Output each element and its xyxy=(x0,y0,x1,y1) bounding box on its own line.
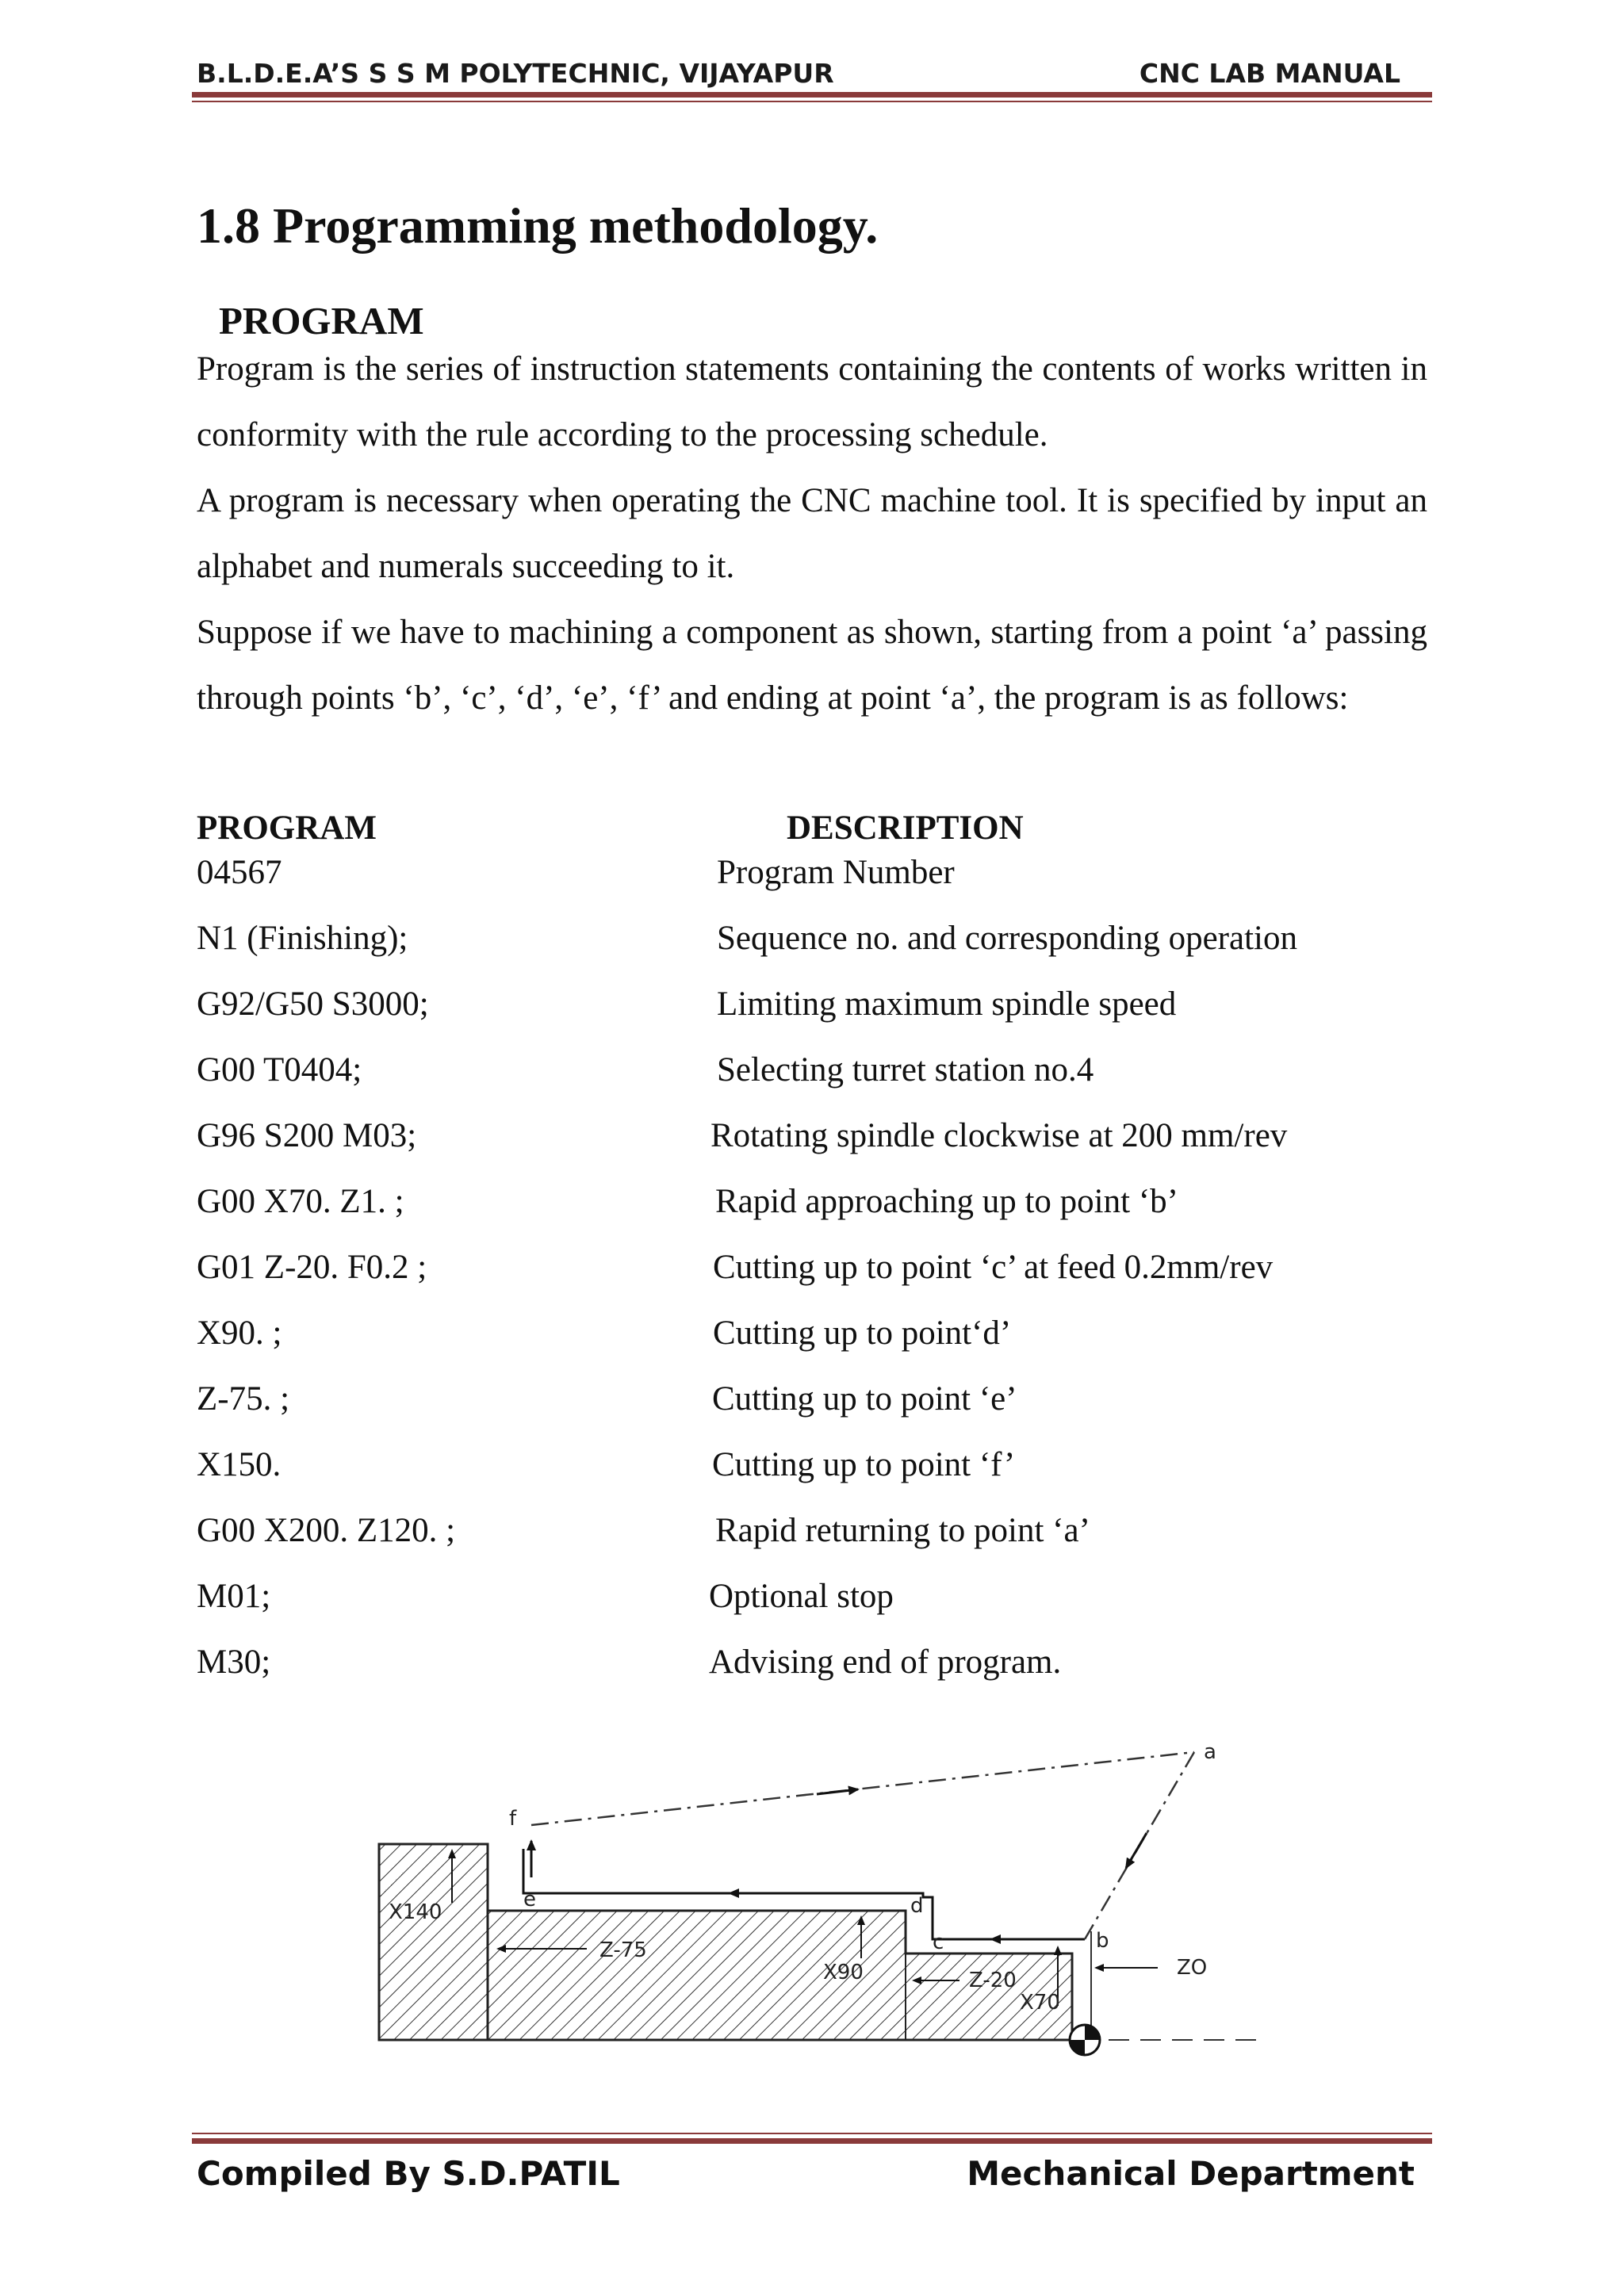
point-label-e: e xyxy=(523,1888,536,1911)
program-description: Rotating spindle clockwise at 200 mm/rev xyxy=(710,1117,1288,1154)
program-description: Program Number xyxy=(717,854,955,891)
footer-author: Compiled By S.D.PATIL xyxy=(197,2153,620,2193)
page-footer xyxy=(197,2152,1415,2195)
program-description: Cutting up to point ‘f’ xyxy=(712,1446,1016,1483)
point-label-d: d xyxy=(910,1894,924,1918)
program-code: G92/G50 S3000; xyxy=(197,985,429,1023)
program-code: M01; xyxy=(197,1578,271,1615)
point-label-f: f xyxy=(509,1807,517,1831)
section-title: 1.8 Programming methodology. xyxy=(197,197,879,254)
program-description: Cutting up to point ‘c’ at feed 0.2mm/rev xyxy=(713,1249,1274,1286)
point-label-b: b xyxy=(1096,1929,1109,1953)
header-manual-title: CNC LAB MANUAL xyxy=(1139,58,1400,89)
paragraph: A program is necessary when operating the CNC machine tool. It is specified by input an alphabet and numerals succeeding to it. xyxy=(197,482,1427,585)
program-description: Rapid approaching up to point ‘b’ xyxy=(715,1183,1178,1220)
rapid-path-fa xyxy=(531,1752,1194,1825)
program-code: X150. xyxy=(197,1446,282,1483)
path-arrow-ab xyxy=(1126,1833,1147,1868)
header-institution: B.L.D.E.A’S S S M POLYTECHNIC, VIJAYAPUR xyxy=(197,58,834,89)
program-code: Z-75. ; xyxy=(197,1380,290,1418)
dim-label-x90: X90 xyxy=(823,1961,864,1984)
dim-label-x140: X140 xyxy=(389,1900,442,1924)
program-code: G01 Z-20. F0.2 ; xyxy=(197,1249,427,1286)
program-description: Rapid returning to point ‘a’ xyxy=(715,1512,1090,1549)
program-code: X90. ; xyxy=(197,1314,282,1352)
program-description: Selecting turret station no.4 xyxy=(717,1051,1094,1089)
footer-rule xyxy=(192,2138,1432,2144)
work-origin-quadrant-1 xyxy=(1085,2025,1100,2040)
paragraph: Program is the series of instruction statements containing the contents of works written in conformity with the rule according to the processing schedule. xyxy=(197,350,1427,453)
column-heading-description: DESCRIPTION xyxy=(787,809,1024,847)
program-description: Optional stop xyxy=(709,1578,894,1615)
sub-heading: PROGRAM xyxy=(219,299,424,342)
program-code: 04567 xyxy=(197,854,282,891)
program-code: G96 S200 M03; xyxy=(197,1117,417,1154)
point-label-a: a xyxy=(1204,1740,1216,1764)
program-code: M30; xyxy=(197,1644,271,1681)
path-arrow-fa xyxy=(817,1789,858,1794)
column-heading-program: PROGRAM xyxy=(197,809,377,847)
program-code: G00 X200. Z120. ; xyxy=(197,1512,456,1549)
dim-label-z20: Z-20 xyxy=(969,1969,1017,1992)
footer-rule-thin xyxy=(192,2133,1432,2134)
workpiece-hatch xyxy=(379,1844,1072,2040)
program-description: Sequence no. and corresponding operation xyxy=(717,920,1297,957)
dim-label-z75: Z-75 xyxy=(599,1938,647,1962)
work-origin-quadrant-3 xyxy=(1070,2040,1085,2055)
footer-department: Mechanical Department xyxy=(967,2153,1415,2193)
program-description: Limiting maximum spindle speed xyxy=(717,985,1177,1023)
program-description: Cutting up to point ‘e’ xyxy=(712,1380,1017,1418)
program-code: G00 T0404; xyxy=(197,1051,362,1089)
program-description: Advising end of program. xyxy=(709,1644,1062,1681)
point-label-c: c xyxy=(933,1931,944,1954)
program-code: N1 (Finishing); xyxy=(197,920,408,957)
paragraph: Suppose if we have to machining a component as shown, starting from a point ‘a’ passing through points ‘b’, ‘c’, ‘d’, ‘e’, ‘f’ and ending at point ‘a’, the program is as follows: xyxy=(197,614,1427,717)
dim-label-x70: X70 xyxy=(1020,1991,1060,2015)
dim-label-z0: ZO xyxy=(1177,1956,1208,1980)
program-description: Cutting up to point‘d’ xyxy=(713,1314,1012,1352)
program-code: G00 X70. Z1. ; xyxy=(197,1183,404,1220)
